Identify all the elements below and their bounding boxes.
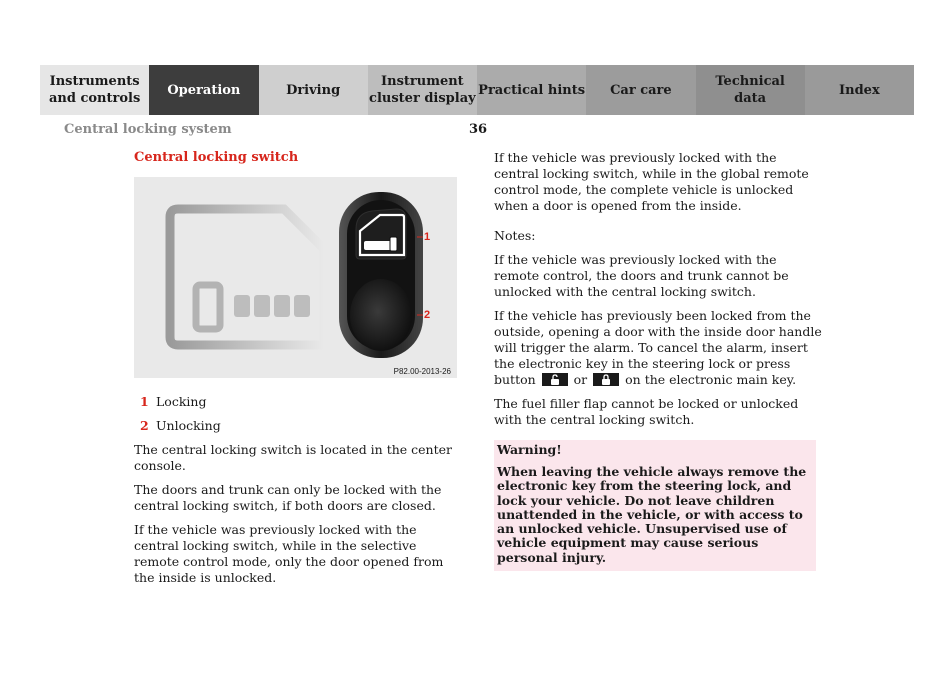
section-title: Central locking system: [64, 122, 232, 137]
figure-code: P82.00-2013-26: [393, 367, 451, 376]
body-paragraph: If the vehicle was previously locked with the central locking switch, while in the selective remote control mode, only the door opened from the inside is unlocked.: [134, 522, 444, 585]
note-paragraph: The fuel filler flap cannot be locked or unlocked with the central locking switch.: [494, 396, 799, 427]
tab-index[interactable]: Index: [805, 65, 914, 115]
callout-1: 1: [424, 231, 431, 243]
legend-number: 1: [140, 394, 149, 409]
legend-label: Locking: [156, 394, 207, 409]
legend-item: [134, 394, 464, 410]
tab-instrument-cluster-display[interactable]: Instrument cluster display: [368, 65, 477, 115]
figure-legend: [134, 394, 464, 434]
notes-label: Notes:: [494, 228, 536, 243]
legend-label: Unlocking: [156, 418, 221, 433]
central-locking-switch-illustration: [134, 177, 457, 378]
left-column: [134, 150, 464, 594]
tab-instruments-and-controls[interactable]: Instruments and controls: [40, 65, 149, 115]
note-paragraph: If the vehicle was previously locked with the remote control, the doors and trunk cannot be unlocked with the central locking switch.: [494, 252, 789, 299]
callout-2: 2: [424, 309, 431, 321]
body-paragraph: If the vehicle was previously locked with the central locking switch, while in the global remote control mode, the complete vehicle is unlocked when a door is opened from the inside.: [494, 150, 809, 213]
body-paragraph: The doors and trunk can only be locked with the central locking switch, if both doors are closed.: [134, 482, 442, 513]
subsection-heading: Central locking switch: [134, 150, 299, 165]
legend-item: [134, 418, 464, 434]
body-paragraph: The central locking switch is located in the center console.: [134, 442, 452, 473]
chapter-tab-bar: [40, 65, 914, 115]
note-paragraph: [494, 308, 822, 388]
unlock-button-icon: [542, 373, 568, 386]
warning-text: When leaving the vehicle always remove the electronic key from the steering lock, and lock your vehicle. Do not leave children unattended in the vehicle, or with access to an unlocked vehicle. Unsupervised use of vehicle equipment may cause serious personal injury.: [497, 464, 807, 565]
tab-operation[interactable]: Operation: [149, 65, 258, 115]
legend-number: 2: [140, 418, 149, 433]
tab-practical-hints[interactable]: Practical hints: [477, 65, 586, 115]
page-number: 36: [469, 122, 488, 137]
lock-button-icon: [593, 373, 619, 386]
warning-title: Warning!: [497, 442, 562, 457]
right-column: [494, 150, 822, 571]
tab-car-care[interactable]: Car care: [586, 65, 695, 115]
note-text: If the vehicle has previously been locked from the outside, opening a door with the inside door handle will trigger the alarm. To cancel the alarm, insert the electronic key in the steering lock or press button: [494, 308, 822, 387]
tab-technical-data[interactable]: Technical data: [696, 65, 805, 115]
switch-illustration-graphic: [134, 177, 457, 378]
tab-driving[interactable]: Driving: [259, 65, 368, 115]
note-text: on the electronic main key.: [625, 372, 797, 387]
warning-box: [494, 440, 816, 571]
note-text-or: or: [573, 372, 588, 387]
